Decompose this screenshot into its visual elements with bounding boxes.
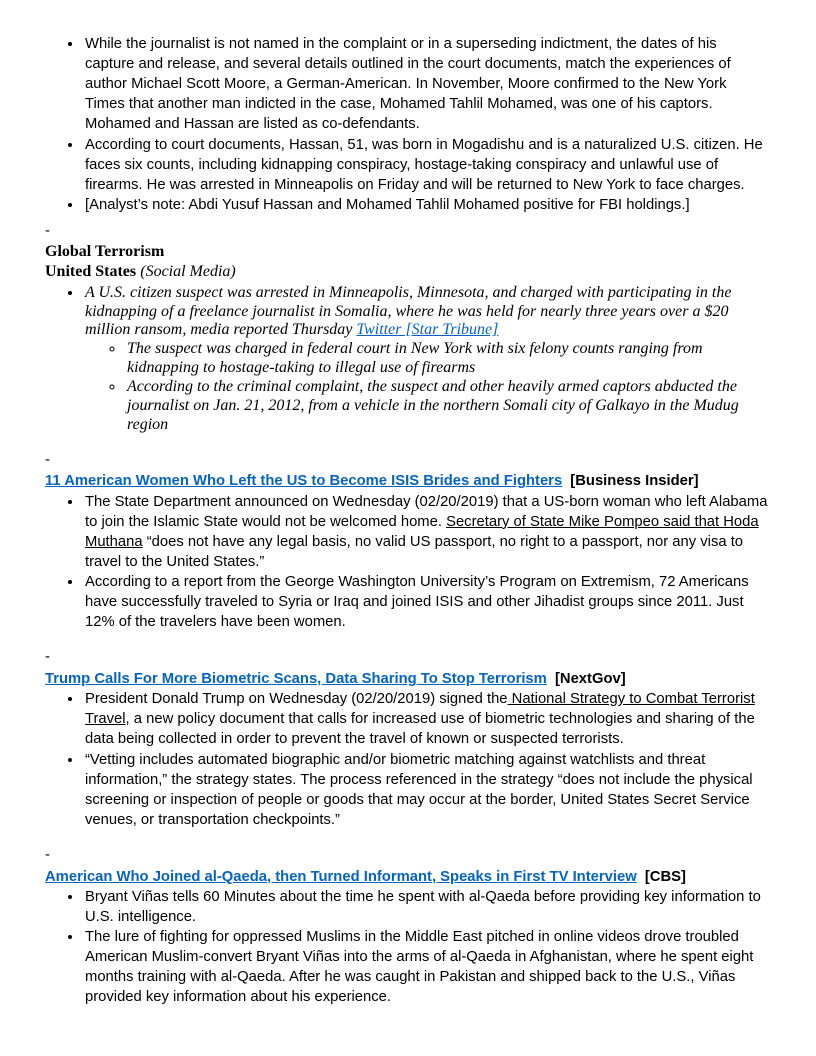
bullet-text: The State Department announced on Wednesday (02/20/2019) that a US-born woman who left Alabama to join the Islamic State would not be welcomed home. [85,493,768,530]
sub-bullet-text: The suspect was charged in federal court in New York with six felony counts ranging from kidnapping to hostage-taking to illegal use of firearms [127,340,703,377]
article-title-link[interactable]: 11 American Women Who Left the US to Become ISIS Brides and Fighters [45,473,563,490]
pompeo-inline-link[interactable]: Secretary of State Mike Pompeo said that Hoda Muthana [85,513,759,550]
spacer [45,435,770,444]
list-item [83,927,770,1007]
national-strategy-inline-link[interactable]: National Strategy to Combat Terrorist Travel, [85,691,755,728]
dash-divider: - [45,649,50,666]
spacer [45,632,770,641]
sub-list-item [125,340,770,378]
region-label: United States [45,262,137,280]
list-item [83,689,770,749]
bullet-text: A U.S. citizen suspect was arrested in Minneapolis, Minnesota, and charged with participating in the kidnapping of a freelance journalist in Somalia, where he was held for nearly three years over a $20 million ransom, media reported Thursday [85,283,732,339]
section-subheading [45,262,770,282]
global-terrorism-sublist [85,340,770,434]
dash-divider: - [45,846,50,863]
source-type-label: (Social Media) [140,262,236,280]
article-source-label: [Business Insider] [570,473,699,490]
bullet-text: President Donald Trump on Wednesday (02/20/2019) signed the [85,691,508,708]
sub-list-item [125,378,770,435]
dash-divider: - [45,222,50,239]
bullet-text: “does not have any legal basis, no valid US passport, no right to a passport, nor any visa to travel to the United States.” [85,533,744,570]
list-item [83,195,770,215]
bullet-text: According to court documents, Hassan, 51, was born in Mogadishu and is a naturalized U.S. citizen. He faces six counts, including kidnapping conspiracy, hostage-taking conspiracy and unlawful use of firearms. He was arrested in Minneapolis on Friday and will be returned to New York to face charges. [85,136,763,193]
analyst-note-text: [Analyst’s note: Abdi Yusuf Hassan and Mohamed Tahlil Mohamed positive for FBI holdings.] [85,196,690,213]
list-item [83,492,770,572]
list-item [83,284,770,435]
article-source-label: [CBS] [644,868,686,885]
article-source-label: [NextGov] [554,671,626,688]
article-bullet-list [45,689,770,830]
sub-bullet-text: According to the criminal complaint, the suspect and other heavily armed captors abducted the journalist on Jan. 21, 2012, from a vehicle in the northern Somali city of Galkayo in the Mudug region [127,378,739,433]
article-bullet-list [45,492,770,633]
list-item [83,135,770,195]
spacer [45,830,770,839]
somalia-case-list [45,34,770,215]
bullet-text: The lure of fighting for oppressed Muslims in the Middle East pitched in online videos drove troubled American Muslim-convert Bryant Viñas into the arms of al-Qaeda in Afghanistan, where he spent eight months training with al-Qaeda. After he was caught in Pakistan and shipped back to the U.S., Viñas provided key information about his experience. [85,929,754,1006]
bullet-text: a new policy document that calls for increased use of biometric technologies and sharing of the data being collected in order to prevent the travel of known or suspected terrorists. [85,711,755,748]
list-item [83,34,770,135]
star-tribune-link[interactable]: Twitter [Star Tribune] [356,321,499,339]
article-title-link[interactable]: American Who Joined al-Qaeda, then Turned Informant, Speaks in First TV Interview [45,868,637,885]
bullet-text: While the journalist is not named in the complaint or in a superseding indictment, the dates of his capture and release, and several details outlined in the court documents, match the experiences of author Michael Scott Moore, a German-American. In November, Moore confirmed to the New York Times that another man indicted in the case, Mohamed Tahlil Mohamed, was one of his captors. Mohamed and Hassan are listed as co-defendants. [85,36,731,133]
section-heading-global-terrorism: Global Terrorism [45,242,165,260]
dash-divider: - [45,451,50,468]
global-terrorism-list [45,284,770,435]
bullet-text: Bryant Viñas tells 60 Minutes about the time he spent with al-Qaeda before providing key information to U.S. intelligence. [85,888,761,925]
article-heading-al-qaeda-informant [45,867,770,887]
article-heading-isis-brides [45,471,770,491]
list-item [83,750,770,830]
article-title-link[interactable]: Trump Calls For More Biometric Scans, Data Sharing To Stop Terrorism [45,671,547,688]
article-bullet-list [45,887,770,1008]
list-item [83,572,770,632]
bullet-text: According to a report from the George Washington University’s Program on Extremism, 72 Americans have successfully traveled to Syria or Iraq and joined ISIS and other Jihadist groups since 2011. Just 12% of the travelers have been women. [85,574,749,631]
article-heading-biometric-scans [45,669,770,689]
bullet-text: “Vetting includes automated biographic and/or biometric matching against watchlists and threat information,” the strategy states. The process referenced in the strategy “does not include the physical screening or inspection of people or goods that may occur at the border, United States Secret Service venues, or transportation checkpoints.” [85,751,753,828]
list-item [83,887,770,927]
